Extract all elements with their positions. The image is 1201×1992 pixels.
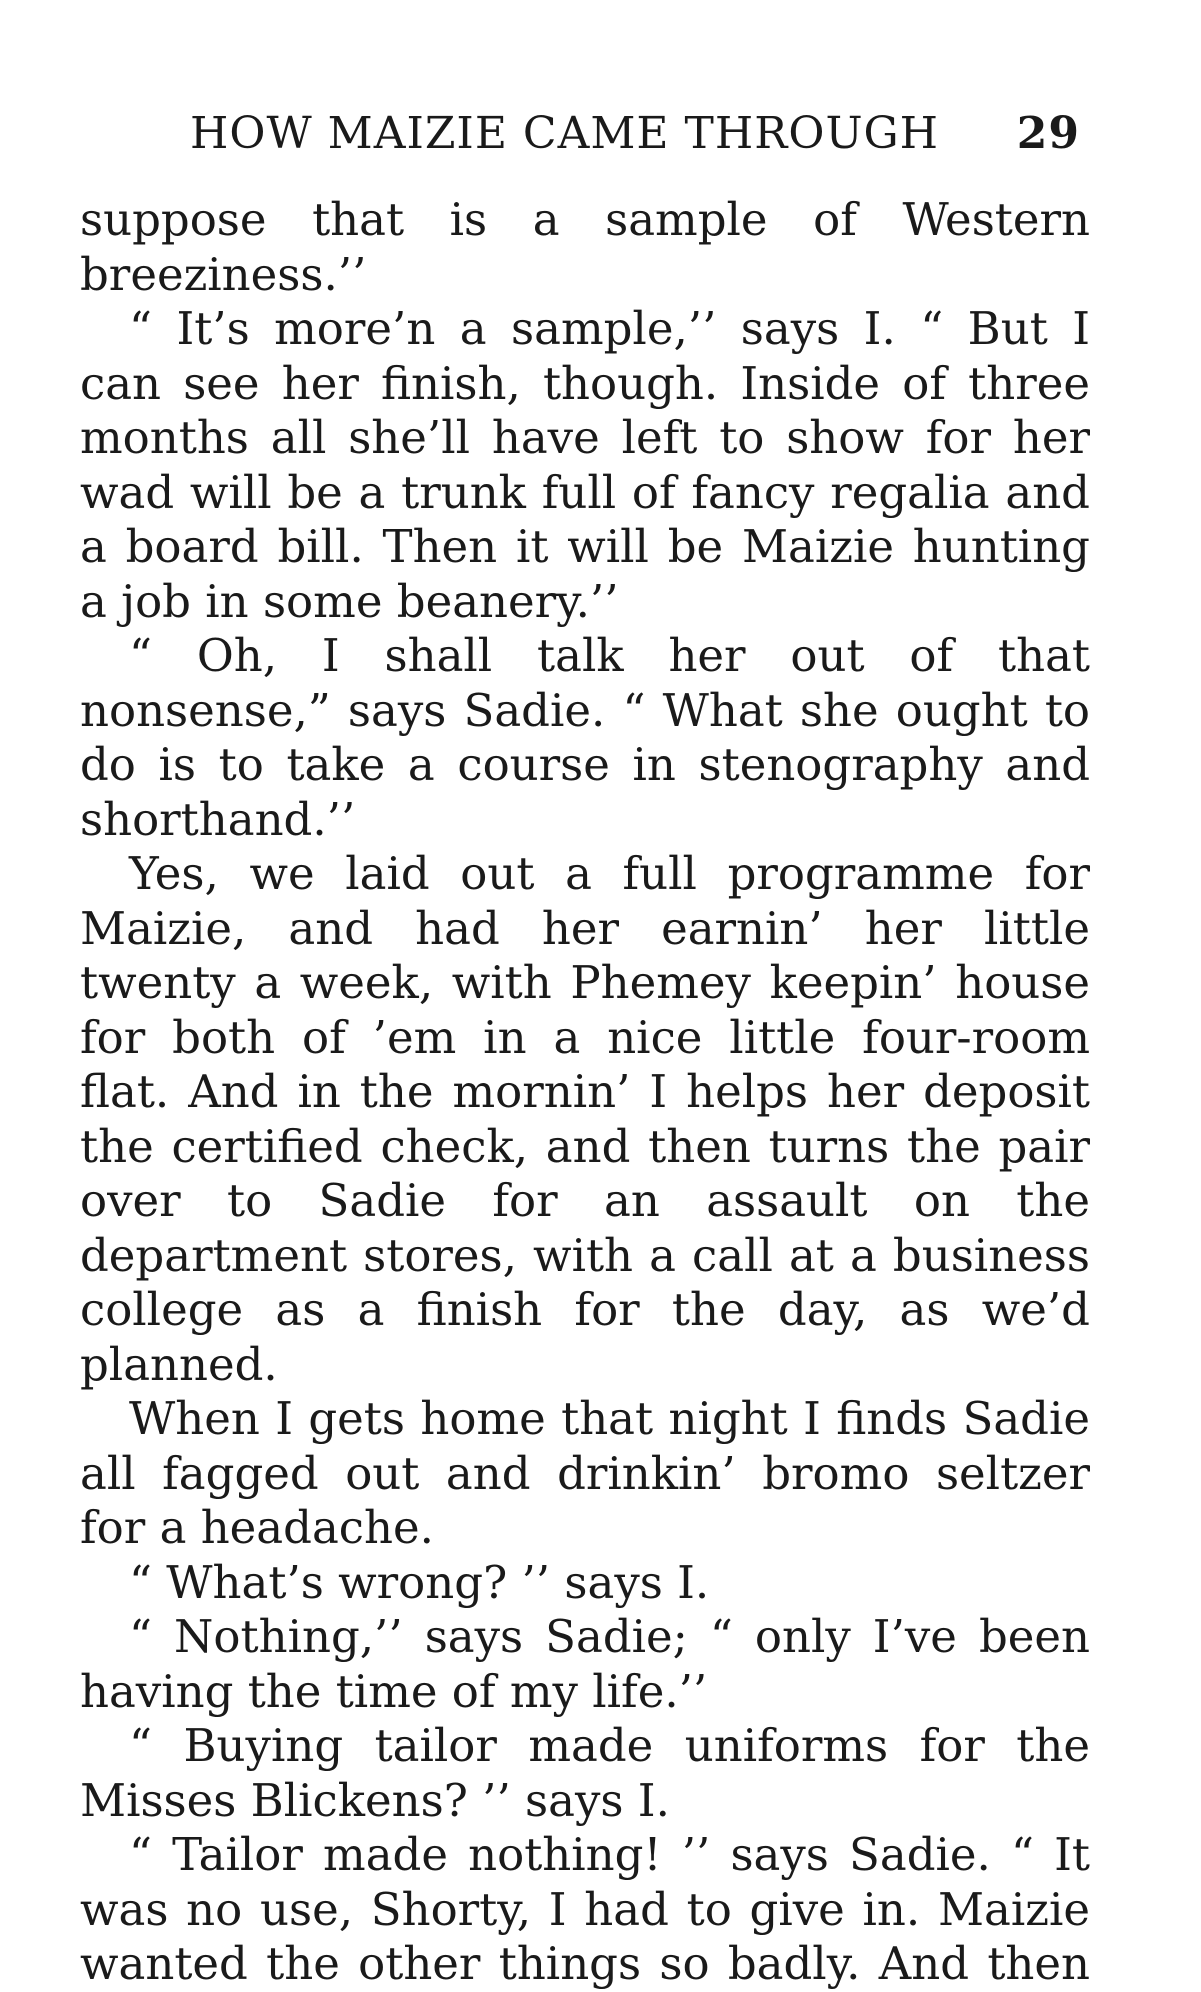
paragraph: “ It’s more’n a sample,’’ says I. “ But I can see her finish, though. Inside of three months all she’ll have left to show for her wad will be a trunk full of fancy regalia and a board bill. Then it will be Maizie hunting a job in some beanery.’’: [80, 302, 1090, 628]
paragraph-continued: suppose that is a sample of Western breeziness.’’: [80, 193, 1090, 301]
paragraph: When I gets home that night I finds Sadie all fagged out and drinkin’ bromo seltzer for a headache.: [80, 1392, 1090, 1554]
paragraph-continues: “ Tailor made nothing! ’’ says Sadie. “ It was no use, Shorty, I had to give in. Maizie wanted the other things so badly. And then: [80, 1828, 1090, 1990]
paragraph: “ Oh, I shall talk her out of that nonsense,” says Sadie. “ What she ought to do is to take a course in stenography and shorthand.’’: [80, 629, 1090, 846]
running-title: HOW MAIZIE CAME THROUGH: [190, 108, 940, 159]
body-text: [80, 193, 1090, 1992]
paragraph: “ What’s wrong? ’’ says I.: [129, 1555, 710, 1609]
paragraph: “ Buying tailor made uniforms for the Misses Blickens? ’’ says I.: [80, 1719, 1090, 1827]
page-number: 29: [1016, 108, 1080, 159]
running-header: [190, 108, 1080, 168]
paragraph: Yes, we laid out a full programme for Maizie, and had her earnin’ her little twenty a week, with Phemey keepin’ house for both of ’em in a nice little four-room flat. And in the mornin’ I helps her deposit the certified check, and then turns the pair over to Sadie for an assault on the department stores, with a call at a business college as a finish for the day, as we’d planned.: [80, 847, 1090, 1391]
paragraph: “ Nothing,’’ says Sadie; “ only I’ve been having the time of my life.’’: [80, 1610, 1090, 1718]
